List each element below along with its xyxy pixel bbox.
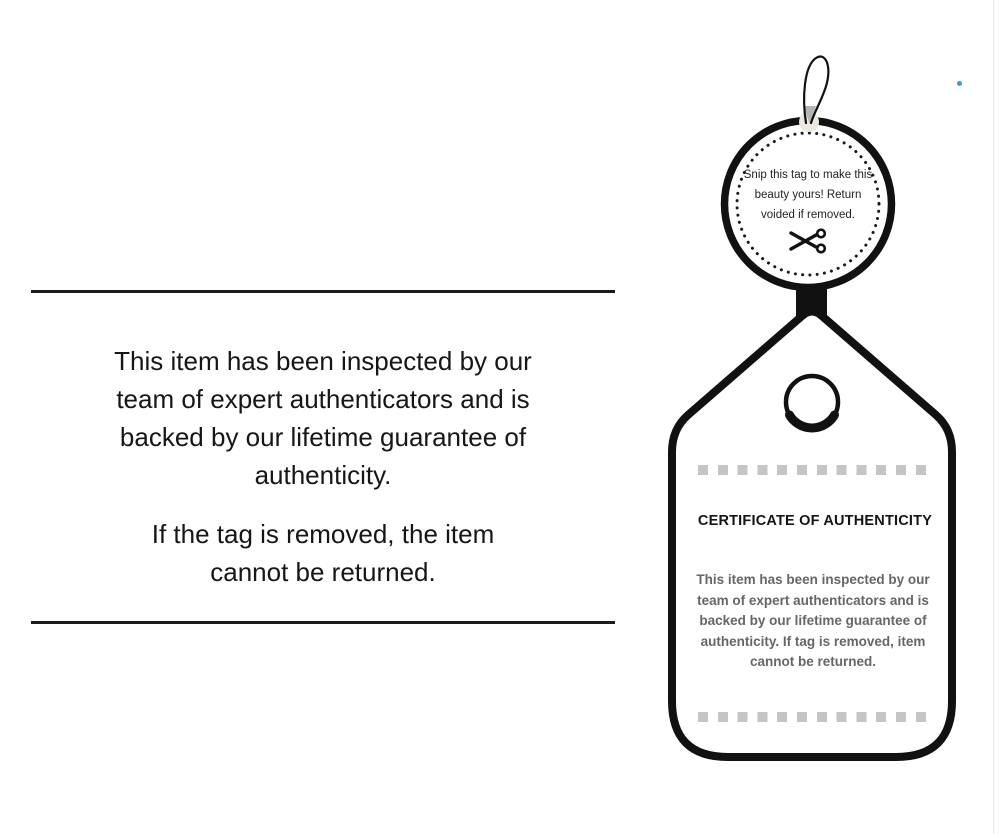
paragraph-line: backed by our lifetime guarantee of (119, 422, 527, 452)
certificate-body (686, 570, 940, 673)
snip-label-line: beauty yours! Return (754, 189, 862, 201)
snip-circle-label (718, 165, 898, 225)
snip-label-line: Snip this tag to make this (743, 169, 873, 181)
certificate-line: team of expert authenticators and is (697, 592, 929, 608)
paragraph-line: team of expert authenticators and is (116, 384, 530, 414)
paragraph-line: cannot be returned. (210, 557, 436, 587)
perforation-row-bottom (698, 712, 927, 722)
perforation-row-top (698, 465, 927, 475)
paragraph-line: This item has been inspected by our (114, 346, 532, 376)
certificate-line: authenticity. If tag is removed, item (700, 633, 926, 649)
remote-cursor-dot (957, 81, 962, 86)
paragraph-line: authenticity. (254, 460, 392, 490)
certificate-line: This item has been inspected by our (696, 572, 930, 587)
certificate-heading: CERTIFICATE OF AUTHENTICITY (697, 513, 933, 529)
certificate-line: cannot be returned. (749, 654, 876, 669)
paragraph-line: If the tag is removed, the item (151, 519, 495, 549)
page-edge-line (993, 0, 994, 834)
snip-label-line: voided if removed. (761, 209, 855, 221)
certificate-line: backed by our lifetime guarantee of (699, 613, 927, 628)
